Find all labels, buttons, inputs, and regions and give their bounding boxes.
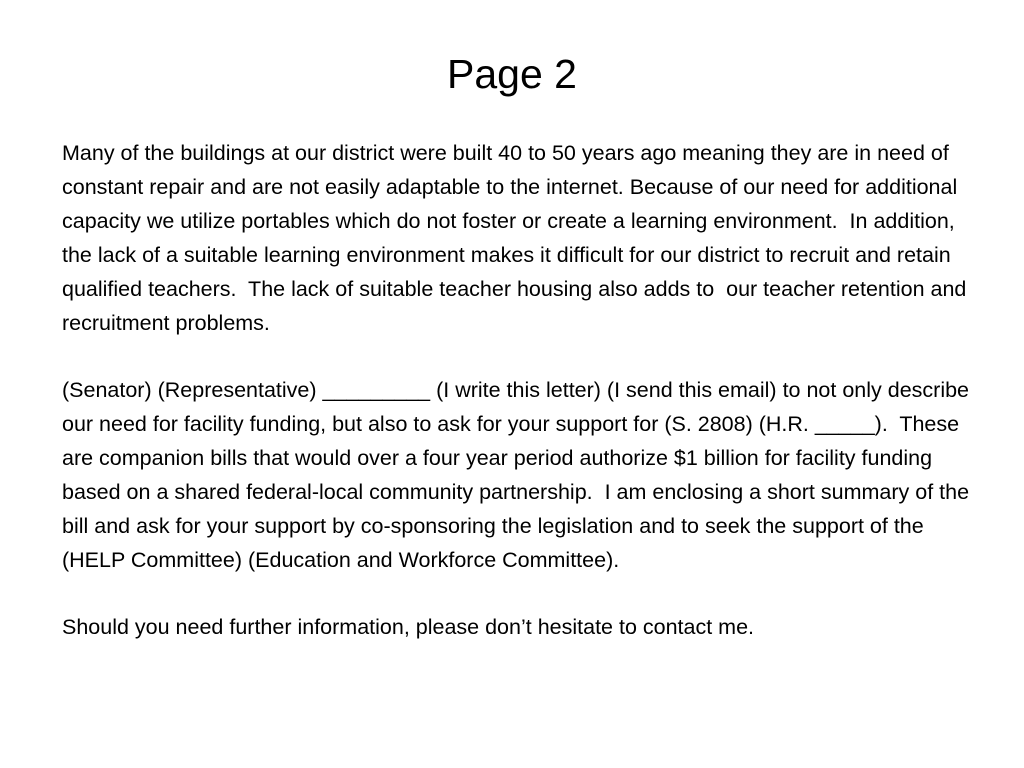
paragraph-closing: Should you need further information, please don’t hesitate to contact me. [62, 615, 755, 639]
slide-body [62, 136, 976, 644]
page-title: Page 2 [447, 51, 577, 97]
paragraph-request: (Senator) (Representative) _________ (I write this letter) (I send this email) to not only describe our need for facility funding, but also to ask for your support for (S. 2808) (H.R. _____). These are companion bills that would over a four year period authorize $1 billion for facility funding based on a shared federal-local community partnership. I am enclosing a short summary of the bill and ask for your support by co-sponsoring the legislation and to seek the support of the (HELP Committee) (Education and Workforce Committee). [62, 378, 976, 572]
paragraph-facilities: Many of the buildings at our district were built 40 to 50 years ago meaning they are in need of constant repair and are not easily adaptable to the internet. Because of our need for additional capacity we utilize portables which do not foster or create a learning environment. In addition, the lack of a suitable learning environment makes it difficult for our district to recruit and retain qualified teachers. The lack of suitable teacher housing also adds to our teacher retention and recruitment problems. [62, 141, 973, 335]
